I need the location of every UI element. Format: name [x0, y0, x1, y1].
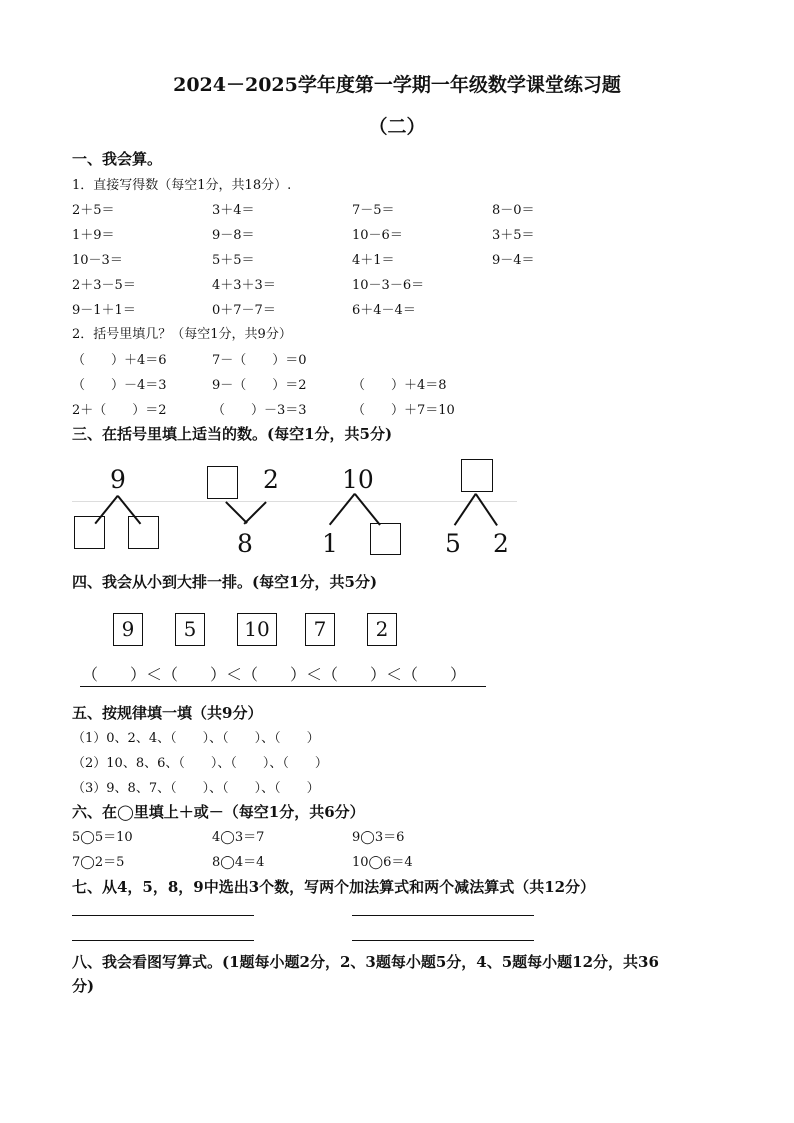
number-card: 7	[305, 613, 335, 646]
order-answer-line: （ ）＜（ ）＜（ ）＜（ ）＜（ ）	[82, 665, 467, 684]
diagram-number: 1	[322, 529, 338, 558]
diagram-number: 2	[493, 529, 509, 558]
sign-item: 8◯4＝4	[212, 855, 265, 870]
diagram-number: 2	[263, 465, 279, 494]
q1-item: 10－3＝	[72, 253, 123, 268]
q1-item: 3＋5＝	[492, 228, 535, 243]
q1-item: 4＋1＝	[352, 253, 395, 268]
branch-line	[329, 493, 355, 525]
section-6-heading: 六、在◯里填上＋或－（每空1分，共6分）	[72, 803, 365, 821]
diagram-number: 8	[237, 529, 253, 558]
q1-item: 2＋3－5＝	[72, 278, 136, 293]
sign-item: 9◯3＝6	[352, 830, 405, 845]
answer-box[interactable]	[461, 459, 493, 492]
answer-line[interactable]	[352, 915, 534, 916]
q1-item: 10－6＝	[352, 228, 403, 243]
q2-item: （ ）＋4＝8	[352, 378, 447, 393]
scan-divider	[72, 501, 517, 502]
branch-line	[225, 501, 247, 523]
section-5-heading: 五、按规律填一填（共9分）	[72, 704, 263, 722]
answer-box[interactable]	[128, 516, 159, 549]
section-8-heading: 八、我会看图写算式。(1题每小题2分，2、3题每小题5分，4、5题每小题12分，共36	[72, 953, 659, 971]
answer-box[interactable]	[74, 516, 105, 549]
sign-item: 4◯3＝7	[212, 830, 265, 845]
diagram-number: 10	[342, 465, 374, 494]
branch-line	[475, 493, 498, 525]
branch-line	[354, 493, 380, 525]
q1-item: 3＋4＝	[212, 203, 255, 218]
section-1-heading: 一、我会算。	[72, 150, 163, 168]
q1-item: 5＋5＝	[212, 253, 255, 268]
q2-item: 7－（ ）＝0	[212, 353, 307, 368]
diagram-number: 5	[445, 529, 461, 558]
q1-item: 10－3－6＝	[352, 278, 425, 293]
answer-box[interactable]	[370, 523, 401, 555]
pattern-item: （3）9、8、7、（ ）、（ ）、（ ）	[72, 781, 320, 796]
q2-item: （ ）＋7＝10	[352, 403, 455, 418]
answer-line[interactable]	[72, 940, 254, 941]
q1-item: 8－0＝	[492, 203, 535, 218]
q2-item: （ ）－4＝3	[72, 378, 167, 393]
q1-item: 9－8＝	[212, 228, 255, 243]
section-4-heading: 四、我会从小到大排一排。(每空1分，共5分)	[72, 573, 378, 591]
q1-item: 0＋7－7＝	[212, 303, 276, 318]
branch-line	[243, 501, 266, 524]
number-card: 10	[237, 613, 277, 646]
q2-item: 2＋（ ）＝2	[72, 403, 167, 418]
section-3-heading: 三、在括号里填上适当的数。(每空1分，共5分)	[72, 425, 393, 443]
answer-line[interactable]	[72, 915, 254, 916]
q2-prompt: 2．括号里填几？（每空1分，共9分）	[72, 327, 292, 342]
number-card: 9	[113, 613, 143, 646]
answer-line[interactable]	[352, 940, 534, 941]
page-subtitle: （二）	[368, 116, 426, 138]
sort-area	[0, 606, 794, 696]
q1-item: 7－5＝	[352, 203, 395, 218]
q2-item: 9－（ ）＝2	[212, 378, 307, 393]
q1-prompt: 1．直接写得数（每空1分，共18分）.	[72, 178, 292, 193]
branch-line	[454, 493, 477, 525]
q1-item: 1＋9＝	[72, 228, 115, 243]
pattern-item: （2）10、8、6、（ ）、（ ）、（ ）	[72, 756, 328, 771]
sign-item: 7◯2＝5	[72, 855, 125, 870]
q1-item: 9－1＋1＝	[72, 303, 136, 318]
number-card: 2	[367, 613, 397, 646]
q1-item: 4＋3＋3＝	[212, 278, 276, 293]
q1-item: 9－4＝	[492, 253, 535, 268]
diagram-number: 9	[110, 465, 126, 494]
section-7-heading: 七、从4，5，8，9中选出3个数，写两个加法算式和两个减法算式（共12分）	[72, 878, 596, 896]
split-diagrams	[0, 455, 794, 560]
sign-item: 5◯5＝10	[72, 830, 133, 845]
sign-item: 10◯6＝4	[352, 855, 413, 870]
number-card: 5	[175, 613, 205, 646]
answer-underline	[80, 686, 486, 687]
pattern-item: （1）0、2、4、（ ）、（ ）、（ ）	[72, 731, 320, 746]
q1-item: 6＋4－4＝	[352, 303, 416, 318]
page-title: 2024－2025学年度第一学期一年级数学课堂练习题	[173, 74, 621, 96]
q2-item: （ ）＋4＝6	[72, 353, 167, 368]
section-8-heading-cont: 分)	[72, 977, 95, 995]
answer-box[interactable]	[207, 466, 238, 499]
q1-item: 2＋5＝	[72, 203, 115, 218]
q2-item: （ ）－3＝3	[212, 403, 307, 418]
